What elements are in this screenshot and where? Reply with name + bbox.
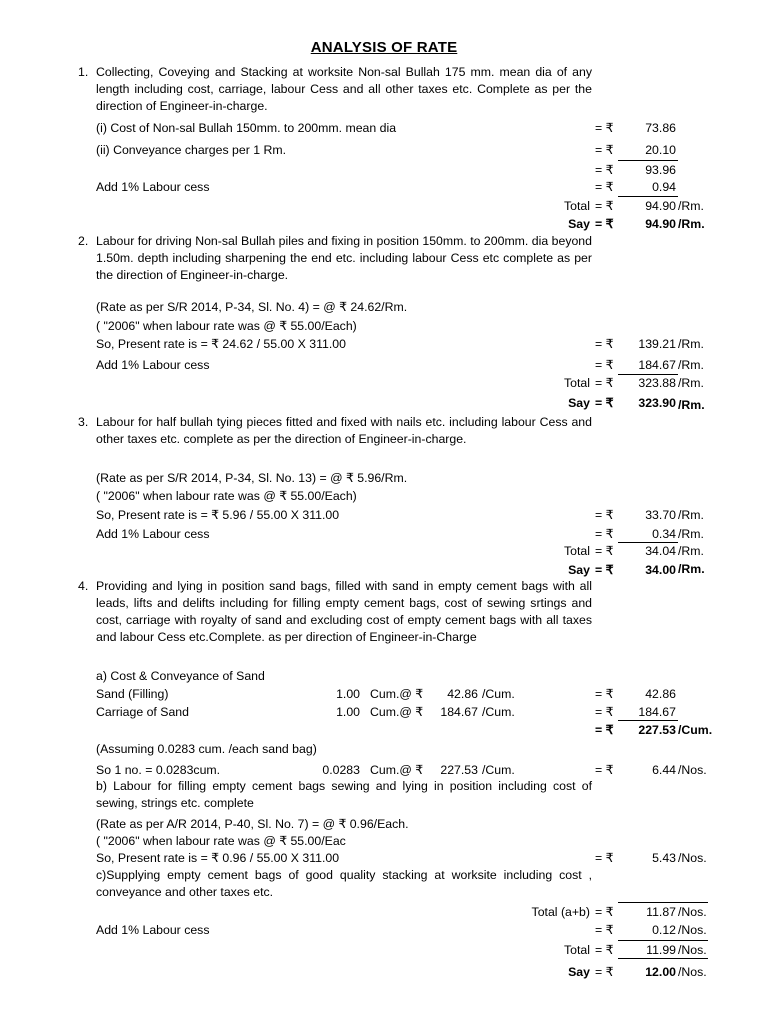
row-amount: 5.43 [652, 851, 676, 865]
total-label: Total [564, 376, 590, 390]
say-label: Say [568, 396, 590, 410]
subtotal-unit: /Cum. [678, 723, 713, 737]
total-label: Total [564, 199, 590, 213]
row-amount: 20.10 [645, 143, 676, 157]
row-unit: /Rm. [678, 527, 704, 541]
rate-per: /Cum. [482, 705, 515, 719]
say-unit: /Rm. [678, 217, 705, 231]
row-label: So, Present rate is = ₹ 5.96 / 55.00 X 311.00 [96, 508, 340, 522]
subtotal-amount: 227.53 [638, 723, 676, 737]
rule-line [618, 196, 678, 197]
rule-line [618, 542, 678, 543]
rule-line [618, 902, 708, 903]
rule-line [618, 940, 708, 941]
row-label: Add 1% Labour cess [96, 923, 210, 937]
rate-note: ( "2006" when labour rate was @ ₹ 55.00/Each) [96, 489, 357, 503]
say-label: Say [568, 217, 590, 231]
row-amount: 184.67 [638, 358, 676, 372]
row-unit: /Rm. [678, 508, 704, 522]
total-unit: /Rm. [678, 544, 704, 558]
row-label: So 1 no. = 0.0283cum. [96, 763, 221, 777]
total-amount: 94.90 [645, 199, 676, 213]
rupee-sign: = ₹ [595, 527, 614, 541]
rupee-sign: = ₹ [595, 337, 614, 351]
rupee-sign: = ₹ [595, 943, 614, 957]
total-amount: 11.99 [646, 943, 676, 957]
say-unit: /Rm. [678, 398, 705, 412]
rupee-sign: = ₹ [595, 217, 614, 231]
rupee-sign: = ₹ [595, 180, 614, 194]
row-label: (ii) Conveyance charges per 1 Rm. [96, 143, 286, 157]
row-unit: /Nos. [678, 923, 707, 937]
rupee-sign: = ₹ [595, 563, 614, 577]
row-amount: 42.86 [645, 687, 676, 701]
quantity: 0.0283 [322, 763, 360, 777]
rate-unit: Cum.@ ₹ [370, 687, 424, 701]
rule-line [618, 958, 708, 959]
rupee-sign: = ₹ [595, 121, 614, 135]
rupee-sign: = ₹ [595, 763, 614, 777]
rule-line [618, 374, 678, 375]
rupee-sign: = ₹ [595, 705, 614, 719]
row-amount: 184.67 [638, 705, 676, 719]
rule-line [618, 720, 678, 721]
rate-value: 227.53 [440, 763, 478, 777]
item-description: Labour for driving Non-sal Bullah piles and fixing in position 150mm. to 200mm. dia beyond 1.50m. depth including sharpening the end etc. including labour Cess etc complete as per the direction of Engineer-in-charge. [96, 234, 592, 282]
total-amount: 34.04 [645, 544, 676, 558]
rupee-sign: = ₹ [595, 199, 614, 213]
row-label: So, Present rate is = ₹ 0.96 / 55.00 X 311.00 [96, 851, 340, 865]
rate-per: /Cum. [482, 687, 515, 701]
subtotal-amount: 93.96 [645, 163, 676, 177]
item-description: Providing and lying in position sand bags, filled with sand in empty cement bags with all leads, lifts and delifts including for filling empty cement bags, cost of sewing srtings and cost, carriage with royalty of sand and excluding cost of empty cement bags with all taxes and labour Cess etc.Complete. as per direction of Engineer-in-Charge [96, 579, 592, 644]
rate-note: (Rate as per S/R 2014, P-34, Sl. No. 4) = @ ₹ 24.62/Rm. [96, 300, 408, 314]
rupee-sign: = ₹ [595, 358, 614, 372]
say-unit: /Nos. [678, 965, 707, 979]
row-unit: /Nos. [678, 763, 707, 777]
rate-per: /Cum. [482, 763, 515, 777]
section-heading: c)Supplying empty cement bags of good quality stacking at worksite including cost , conveyance and other taxes etc. [96, 868, 592, 899]
rupee-sign: = ₹ [595, 923, 614, 937]
rate-note: (Rate as per S/R 2014, P-34, Sl. No. 13) = @ ₹ 5.96/Rm. [96, 471, 408, 485]
rate-note: ( "2006" when labour rate was @ ₹ 55.00/Eac [96, 834, 346, 848]
say-amount: 94.90 [645, 217, 676, 231]
item-number: 1. [78, 65, 89, 79]
total-unit: /Nos. [678, 905, 707, 919]
say-amount: 323.90 [638, 396, 676, 410]
rupee-sign: = ₹ [595, 508, 614, 522]
row-amount: 0.94 [652, 180, 676, 194]
rupee-sign: = ₹ [595, 396, 614, 410]
rate-value: 184.67 [440, 705, 478, 719]
total-label: Total [564, 943, 590, 957]
rupee-sign: = ₹ [595, 544, 614, 558]
rupee-sign: = ₹ [595, 687, 614, 701]
row-amount: 0.12 [652, 923, 676, 937]
say-unit: /Rm. [678, 562, 705, 576]
rupee-sign: = ₹ [595, 851, 614, 865]
total-unit: /Rm. [678, 376, 704, 390]
row-label: Add 1% Labour cess [96, 527, 210, 541]
item-number: 2. [78, 234, 89, 248]
say-label: Say [568, 563, 590, 577]
quantity: 1.00 [336, 687, 360, 701]
row-amount: 6.44 [652, 763, 676, 777]
row-amount: 0.34 [652, 527, 676, 541]
say-label: Say [568, 965, 590, 979]
quantity: 1.00 [336, 705, 360, 719]
rate-unit: Cum.@ ₹ [370, 763, 424, 777]
rupee-sign: = ₹ [595, 143, 614, 157]
item-description: Collecting, Coveying and Stacking at worksite Non-sal Bullah 175 mm. mean dia of any length including cost, carriage, labour Cess and all other taxes etc. Complete as per the direction of Engineer-in-charge. [96, 65, 592, 113]
item-number: 3. [78, 415, 89, 429]
total-unit: /Nos. [678, 943, 707, 957]
row-amount: 73.86 [645, 121, 676, 135]
page-title: ANALYSIS OF RATE [310, 39, 458, 56]
row-unit: /Rm. [678, 358, 704, 372]
row-label: Add 1% Labour cess [96, 358, 210, 372]
rate-note: ( "2006" when labour rate was @ ₹ 55.00/Each) [96, 319, 357, 333]
row-label: Carriage of Sand [96, 705, 189, 719]
total-amount: 323.88 [638, 376, 676, 390]
rate-note: (Rate as per A/R 2014, P-40, Sl. No. 7) = @ ₹ 0.96/Each. [96, 817, 409, 831]
rupee-sign: = ₹ [595, 965, 614, 979]
rule-line [618, 160, 678, 161]
row-label: Add 1% Labour cess [96, 180, 210, 194]
item-description: Labour for half bullah tying pieces fitted and fixed with nails etc. including labour Cess and other taxes etc. complete as per the direction of Engineer-in-charge. [96, 415, 592, 446]
row-amount: 139.21 [638, 337, 676, 351]
total-label: Total (a+b) [531, 905, 590, 919]
section-heading: b) Labour for filling empty cement bags sewing and lying in position including cost of sewing, strings etc. complete [96, 779, 592, 810]
item-number: 4. [78, 579, 89, 593]
row-unit: /Nos. [678, 851, 707, 865]
row-unit: /Rm. [678, 337, 704, 351]
rupee-sign: = ₹ [595, 163, 614, 177]
row-label: Sand (Filling) [96, 687, 169, 701]
total-amount: 11.87 [646, 905, 676, 919]
row-label: So, Present rate is = ₹ 24.62 / 55.00 X 311.00 [96, 337, 346, 351]
rate-unit: Cum.@ ₹ [370, 705, 424, 719]
row-label: (i) Cost of Non-sal Bullah 150mm. to 200mm. mean dia [96, 121, 397, 135]
section-heading: a) Cost & Conveyance of Sand [96, 669, 265, 683]
assumption-note: (Assuming 0.0283 cum. /each sand bag) [96, 742, 317, 756]
total-label: Total [564, 544, 590, 558]
row-amount: 33.70 [645, 508, 676, 522]
say-amount: 34.00 [645, 563, 676, 577]
rupee-sign: = ₹ [595, 723, 614, 737]
rupee-sign: = ₹ [595, 376, 614, 390]
total-unit: /Rm. [678, 199, 704, 213]
rate-value: 42.86 [447, 687, 478, 701]
rupee-sign: = ₹ [595, 905, 614, 919]
say-amount: 12.00 [645, 965, 676, 979]
